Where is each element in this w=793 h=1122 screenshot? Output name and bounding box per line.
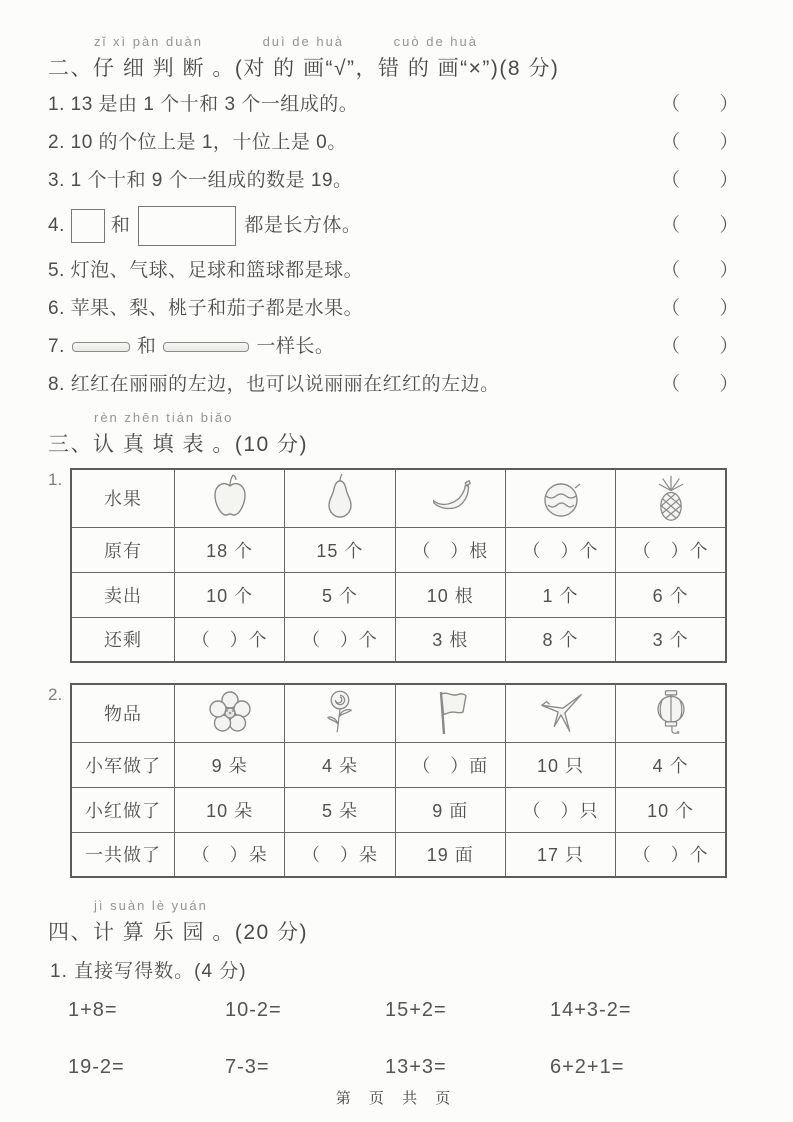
pinyin-segment: duì de huà — [262, 34, 345, 49]
table-cell: （ ）个 — [285, 617, 395, 662]
judgment-item-1 — [48, 92, 741, 118]
table-cell: （ ）面 — [395, 742, 505, 787]
expression: 1+8= — [68, 999, 118, 1021]
judgment-list — [48, 92, 741, 398]
section4-heading: 四、计 算 乐 园 。(20 分) — [48, 921, 309, 944]
craft-fill-table — [70, 683, 727, 878]
item-text — [48, 206, 361, 246]
expression: 7-3= — [225, 1056, 270, 1078]
judgment-item-7 — [48, 334, 741, 360]
item-text: 5. 灯泡、气球、足球和篮球都是球。 — [48, 260, 364, 281]
table-row — [71, 527, 726, 572]
expression: 19-2= — [68, 1056, 125, 1078]
icon-cell — [505, 469, 615, 527]
item-text: 8. 红红在丽丽的左边，也可以说丽丽在红红的左边。 — [48, 374, 500, 395]
table-row — [71, 832, 726, 877]
short-stick-icon — [72, 342, 130, 352]
item-text-post: 都是长方体。 — [244, 215, 362, 236]
expression-grid — [68, 999, 741, 1079]
answer-parens: （ ） — [660, 374, 739, 395]
pear-icon — [317, 473, 363, 523]
table-cell: 6 个 — [616, 572, 726, 617]
judgment-item-4 — [48, 206, 741, 246]
table-cell: （ ）个 — [505, 527, 615, 572]
fruit-fill-table — [70, 468, 727, 663]
section4-sub1-heading: 1. 直接写得数。(4 分) — [50, 961, 247, 982]
section3-heading: 三、认 真 填 表 。(10 分) — [48, 433, 309, 456]
table-row — [71, 684, 726, 742]
long-stick-icon — [163, 342, 249, 352]
section3-pinyin — [48, 410, 741, 427]
item-text: 1. 13 是由 1 个十和 3 个一组成的。 — [48, 94, 359, 115]
judgment-item-5 — [48, 258, 741, 284]
table-cell: 10 只 — [505, 742, 615, 787]
expression: 15+2= — [385, 999, 447, 1021]
table-cell: 19 面 — [395, 832, 505, 877]
answer-parens: （ ） — [660, 132, 739, 153]
table-cell: 17 只 — [505, 832, 615, 877]
row-label: 原有 — [71, 527, 175, 572]
page-footer: 第 页 共 页 — [335, 1090, 458, 1107]
table-cell: 10 朵 — [175, 787, 285, 832]
table-cell: 8 个 — [505, 617, 615, 662]
table-cell: 5 朵 — [285, 787, 395, 832]
item-text-post: 一样长。 — [256, 336, 335, 357]
table-cell: 3 个 — [616, 617, 726, 662]
icon-cell — [616, 684, 726, 742]
table-1-label: 1. — [48, 470, 63, 489]
watermelon-icon — [538, 473, 584, 523]
icon-cell — [175, 684, 285, 742]
item-text: 3. 1 个十和 9 个一组成的数是 19。 — [48, 170, 353, 191]
icon-cell — [285, 469, 395, 527]
small-rectangle-box — [71, 209, 105, 243]
row-label: 卖出 — [71, 572, 175, 617]
answer-parens: （ ） — [660, 94, 739, 115]
table-cell: （ ）朵 — [175, 832, 285, 877]
row-label: 水果 — [71, 469, 175, 527]
item-number: 4. — [48, 215, 65, 236]
table-cell: （ ）朵 — [285, 832, 395, 877]
table-cell: （ ）个 — [616, 832, 726, 877]
pinyin-segment: zǐ xì pàn duàn — [94, 34, 203, 49]
row-label: 还剩 — [71, 617, 175, 662]
section4-pinyin — [48, 898, 741, 915]
blossom-icon — [207, 688, 253, 738]
table-cell: （ ）只 — [505, 787, 615, 832]
pineapple-icon — [648, 473, 694, 523]
table-cell: 4 个 — [616, 742, 726, 787]
table-cell: 9 朵 — [175, 742, 285, 787]
answer-parens: （ ） — [660, 298, 739, 319]
large-rectangle-box — [138, 206, 236, 246]
judgment-item-8 — [48, 372, 741, 398]
expression: 13+3= — [385, 1056, 447, 1078]
judgment-item-3 — [48, 168, 741, 194]
item-text-mid: 和 — [110, 215, 131, 236]
fill-table-2-block — [48, 683, 741, 878]
row-label: 小军做了 — [71, 742, 175, 787]
icon-cell — [395, 684, 505, 742]
table-cell: 5 个 — [285, 572, 395, 617]
icon-cell — [616, 469, 726, 527]
table-2-label: 2. — [48, 685, 63, 704]
pinyin-segment: rèn zhēn tián biǎo — [94, 410, 234, 425]
icon-cell — [505, 684, 615, 742]
pinyin-segment: jì suàn lè yuán — [94, 898, 208, 913]
section2-pinyin — [48, 34, 741, 51]
answer-parens: （ ） — [660, 170, 739, 191]
expression: 14+3-2= — [550, 999, 632, 1021]
row-label: 一共做了 — [71, 832, 175, 877]
rose-icon — [317, 688, 363, 738]
item-text — [48, 334, 334, 360]
table-cell: 10 个 — [616, 787, 726, 832]
table-row — [71, 787, 726, 832]
item-text-mid: 和 — [136, 336, 157, 357]
table-cell: （ ）个 — [616, 527, 726, 572]
item-text: 6. 苹果、梨、桃子和茄子都是水果。 — [48, 298, 364, 319]
table-cell: 4 朵 — [285, 742, 395, 787]
pinyin-segment: cuò de huà — [393, 34, 478, 49]
banana-icon — [427, 473, 473, 523]
icon-cell — [285, 684, 395, 742]
table-cell: 9 面 — [395, 787, 505, 832]
section2-heading: 二、仔 细 判 断 。(对 的 画“√”，错 的 画“×”)(8 分) — [48, 57, 560, 80]
table-cell: 3 根 — [395, 617, 505, 662]
item-number: 7. — [48, 336, 65, 357]
table-row — [71, 617, 726, 662]
item-text: 2. 10 的个位上是 1，十位上是 0。 — [48, 132, 347, 153]
table-row — [71, 572, 726, 617]
icon-cell — [175, 469, 285, 527]
table-cell: （ ）个 — [175, 617, 285, 662]
flag-icon — [427, 688, 473, 738]
table-row — [71, 469, 726, 527]
table-cell: 10 个 — [175, 572, 285, 617]
expression: 6+2+1= — [550, 1056, 625, 1078]
table-cell: 10 根 — [395, 572, 505, 617]
table-cell: （ ）根 — [395, 527, 505, 572]
judgment-item-6 — [48, 296, 741, 322]
expression: 10-2= — [225, 999, 282, 1021]
icon-cell — [395, 469, 505, 527]
lantern-icon — [648, 688, 694, 738]
apple-icon — [207, 473, 253, 523]
paper-crane-icon — [538, 688, 584, 738]
answer-parens: （ ） — [660, 215, 739, 236]
table-cell: 18 个 — [175, 527, 285, 572]
answer-parens: （ ） — [660, 336, 739, 357]
table-cell: 15 个 — [285, 527, 395, 572]
table-cell: 1 个 — [505, 572, 615, 617]
row-label: 物品 — [71, 684, 175, 742]
judgment-item-2 — [48, 130, 741, 156]
answer-parens: （ ） — [660, 260, 739, 281]
fill-table-1-block — [48, 468, 741, 663]
table-row — [71, 742, 726, 787]
row-label: 小红做了 — [71, 787, 175, 832]
